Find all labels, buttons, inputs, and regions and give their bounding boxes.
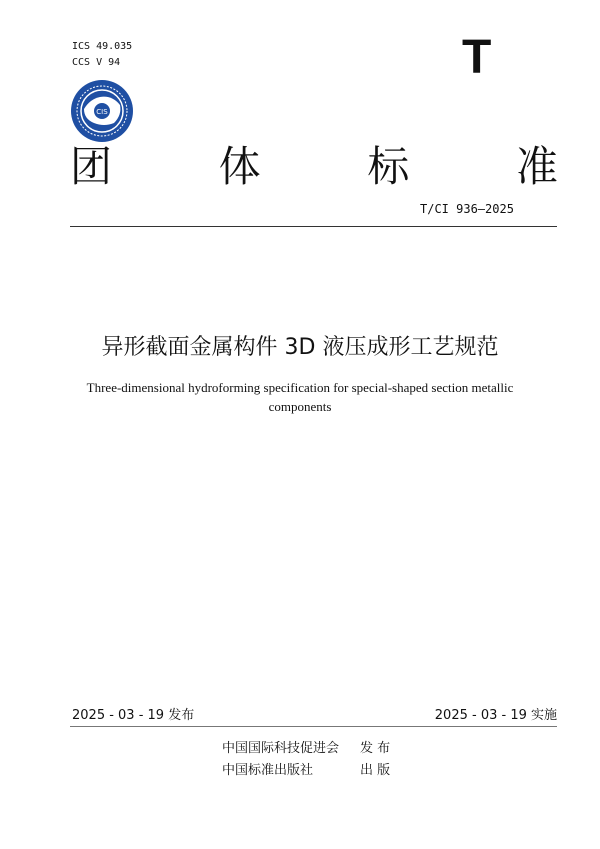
logo-text: CIS: [96, 108, 108, 116]
document-category-title: [70, 142, 558, 191]
header-divider: [70, 226, 557, 227]
publisher-role: 发 布: [360, 741, 391, 756]
publisher-org: 中国标准出版社: [222, 763, 314, 778]
publisher-org: 中国国际科技促进会: [222, 741, 340, 756]
title-char: 团: [70, 142, 113, 191]
footer-divider: [70, 726, 557, 727]
publisher-role: 出 版: [360, 763, 391, 778]
publishers: [222, 738, 390, 782]
publisher-row: [222, 760, 390, 782]
implement-date: 2025 - 03 - 19 实施: [434, 708, 557, 723]
title-char: 标: [367, 142, 410, 191]
title-char: 准: [515, 142, 558, 191]
standard-type-mark: T: [462, 31, 492, 84]
ccs-code: CCS V 94: [72, 57, 121, 68]
association-logo-icon: [70, 79, 134, 143]
english-title: Three-dimensional hydroforming specification for special-shaped section metallic components: [86, 380, 514, 414]
publisher-row: [222, 738, 390, 760]
chinese-title: 异形截面金属构件 3D 液压成形工艺规范: [101, 335, 499, 360]
standard-code: T/CI 936—2025: [420, 202, 514, 216]
title-char: 体: [218, 142, 261, 191]
ics-code: ICS 49.035: [72, 41, 133, 52]
publish-date: 2025 - 03 - 19 发布: [72, 708, 195, 723]
